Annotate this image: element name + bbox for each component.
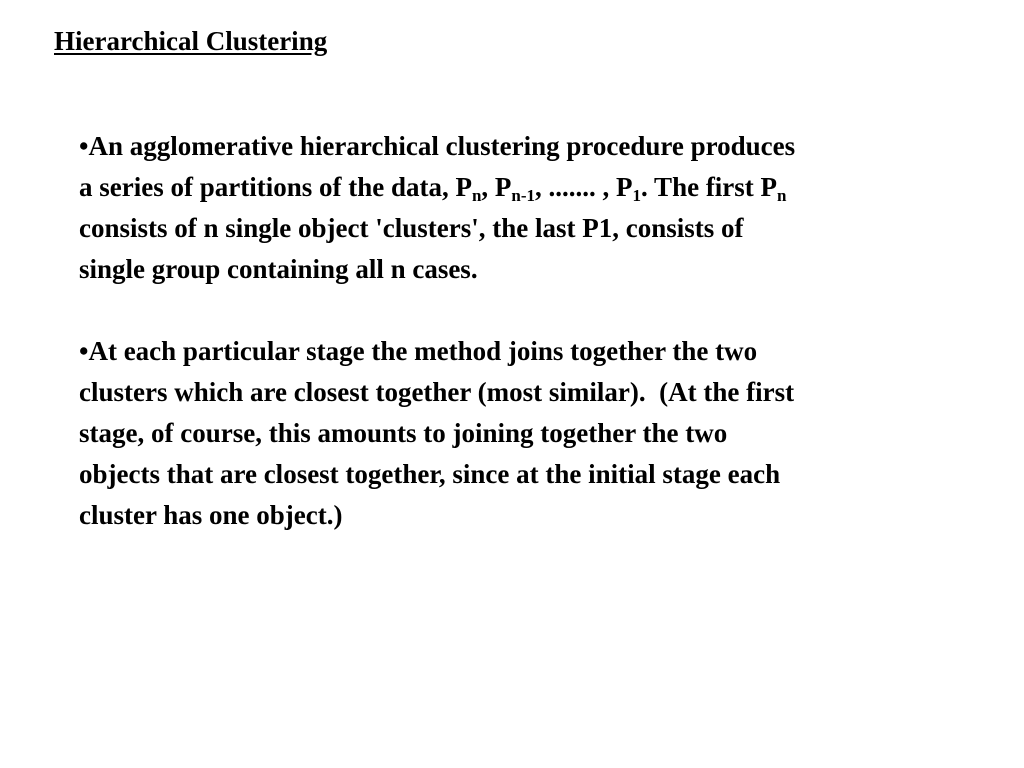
paragraph-2-line-5: cluster has one object.): [79, 500, 343, 530]
paragraph-1-text-2d: . The first P: [641, 172, 778, 202]
subscript-1: 1: [632, 186, 642, 205]
paragraph-1-text-2b: , P: [481, 172, 512, 202]
paragraph-2-text-1: At each particular stage the method joins together the two: [88, 336, 758, 366]
paragraph-2-line-2: clusters which are closest together (most similar). (At the first: [79, 377, 795, 407]
paragraph-1-line-3: consists of n single object 'clusters', the last P1, consists of: [79, 213, 744, 243]
paragraph-2-line-1: [79, 331, 999, 372]
paragraph-1-line-1: [79, 126, 999, 167]
subscript-n-minus-1: n-1: [511, 186, 536, 205]
slide-body: [79, 126, 999, 577]
paragraph-1-text-2a: a series of partitions of the data, P: [79, 172, 472, 202]
subscript-n-2: n: [777, 186, 787, 205]
paragraph-1-line-2: [79, 167, 999, 208]
paragraph-1-text-2c: , ....... , P: [535, 172, 633, 202]
bullet-icon: •: [79, 336, 89, 366]
bullet-paragraph-1: [79, 126, 999, 290]
paragraph-2-line-4: objects that are closest together, since at the initial stage each: [79, 459, 781, 489]
paragraph-2-line-3: stage, of course, this amounts to joining together the two: [79, 418, 728, 448]
bullet-paragraph-2: [79, 331, 999, 536]
subscript-n: n: [471, 186, 482, 205]
slide-title: Hierarchical Clustering: [54, 26, 328, 56]
paragraph-1-line-4: single group containing all n cases.: [79, 254, 478, 284]
bullet-icon: •: [79, 131, 89, 161]
paragraph-1-text-1: An agglomerative hierarchical clustering procedure produces: [88, 131, 796, 161]
